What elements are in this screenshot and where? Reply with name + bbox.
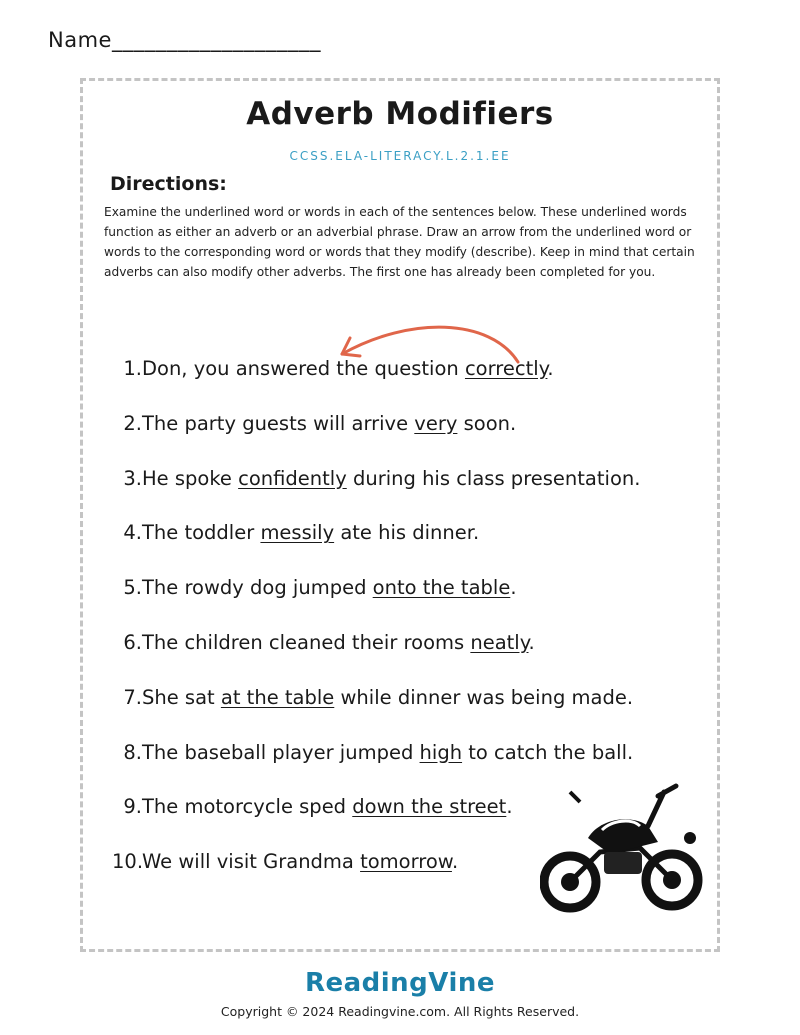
question-text-end: to catch the ball. <box>462 740 634 764</box>
underlined-adverb: tomorrow <box>360 850 452 874</box>
question-text: We will visit Grandma <box>142 850 361 874</box>
underlined-adverb: very <box>414 411 458 435</box>
question-text-end: while dinner was being made. <box>334 685 634 709</box>
question-number: 8. <box>123 740 142 764</box>
question-text-end: . <box>451 850 459 874</box>
underlined-adverb: at the table <box>220 685 335 709</box>
question-text: Don, you answered the question <box>142 357 465 380</box>
question-text-end: soon. <box>457 411 517 435</box>
underlined-adverb: onto the table <box>372 576 511 600</box>
question-text: The toddler <box>142 521 261 545</box>
copyright-text: Copyright © 2024 Readingvine.com. All Rights Reserved. <box>220 1004 580 1019</box>
question-number: 7. <box>123 685 142 709</box>
question-item <box>112 412 752 442</box>
question-number: 2. <box>123 411 142 435</box>
underlined-adverb: down the street <box>352 795 507 819</box>
name-field: Name___________________ <box>48 28 321 52</box>
question-text-end: . <box>510 576 517 600</box>
underlined-adverb: neatly <box>470 631 529 654</box>
question-text: The motorcycle sped <box>142 795 353 819</box>
question-number: 6. <box>123 631 142 654</box>
underlined-adverb: high <box>419 740 463 764</box>
question-text-end: . <box>528 631 535 654</box>
question-number: 5. <box>123 576 142 600</box>
question-item <box>112 521 752 551</box>
question-number: 4. <box>123 521 142 545</box>
question-number: 3. <box>123 466 142 490</box>
question-text: The baseball player jumped <box>142 740 420 764</box>
question-item <box>112 576 752 606</box>
question-text-end: ate his dinner. <box>334 521 480 545</box>
question-item <box>112 467 752 497</box>
question-text-end: . <box>547 357 554 380</box>
question-text-end: . <box>506 795 513 819</box>
brand-logo: ReadingVine <box>304 968 496 998</box>
standard-code: CCSS.ELA-LITERACY.L.2.1.EE <box>289 149 511 163</box>
question-text: She sat <box>142 685 221 709</box>
motorcycle-icon <box>540 772 705 922</box>
underlined-adverb: correctly <box>464 357 548 380</box>
question-number: 9. <box>123 795 142 819</box>
question-text: The party guests will arrive <box>142 411 415 435</box>
page-title: Adverb Modifiers <box>246 96 554 132</box>
question-text: He spoke <box>142 466 239 490</box>
question-item <box>112 631 752 661</box>
question-item <box>112 357 752 387</box>
question-item <box>112 686 752 716</box>
question-text-end: during his class presentation. <box>346 466 641 490</box>
directions-heading: Directions: <box>110 173 227 195</box>
question-number: 1. <box>123 357 142 380</box>
question-text: The children cleaned their rooms <box>142 631 471 654</box>
underlined-adverb: messily <box>260 521 335 545</box>
question-item <box>112 741 752 771</box>
question-text: The rowdy dog jumped <box>142 576 373 600</box>
directions-text: Examine the underlined word or words in each of the sentences below. These underlined words function as either an adverb or an adverbial phrase. Draw an arrow from the underlined word or words to the corresponding word or words that they modify (describe). Keep in mind that certain adverbs can also modify other adverbs. The first one has already been completed for you. <box>104 205 695 279</box>
question-number: 10. <box>112 850 144 874</box>
underlined-adverb: confidently <box>238 466 347 490</box>
